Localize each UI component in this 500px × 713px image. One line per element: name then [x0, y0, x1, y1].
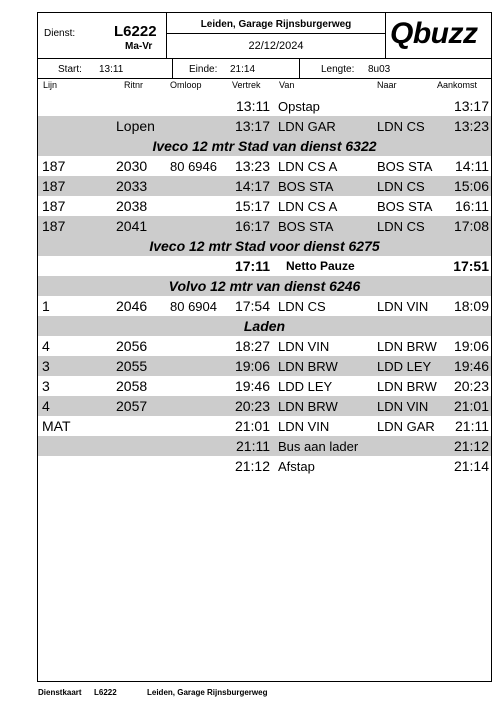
cell-aankomst: 16:11 — [455, 198, 489, 214]
dienst-label: Dienst: — [44, 28, 76, 39]
cell-aankomst: 14:11 — [455, 158, 489, 174]
cell-omloop: 80 6946 — [170, 159, 217, 174]
cell-lijn — [42, 456, 102, 476]
section-header — [38, 316, 491, 336]
col-naar: Naar — [377, 80, 397, 90]
cell-ritnr: 2058 — [116, 378, 148, 394]
cell-lijn: 4 — [42, 398, 50, 414]
cell-aankomst: 20:23 — [453, 378, 489, 394]
col-van: Van — [279, 80, 295, 90]
cell-ritnr: 2057 — [116, 398, 148, 414]
col-omloop: Omloop — [170, 80, 202, 90]
cell-van: BOS STA — [278, 179, 334, 194]
section-header — [38, 236, 491, 256]
dienstkaart-frame — [37, 12, 492, 682]
cell-lijn — [42, 96, 102, 116]
col-aankomst: Aankomst — [437, 80, 478, 90]
cell-vertrek: 19:06 — [234, 358, 270, 374]
cell-van: LDN CS A — [278, 199, 338, 214]
cell-van: Bus aan lader — [278, 439, 359, 454]
einde-label: Einde: — [189, 64, 218, 75]
cell-aankomst: 18:09 — [453, 298, 489, 314]
table-row — [38, 96, 491, 116]
bar-bottom-line — [38, 78, 491, 79]
cell-ritnr: 2038 — [116, 198, 148, 214]
cell-ritnr: 2033 — [116, 178, 148, 194]
cell-van: LDD LEY — [278, 379, 333, 394]
col-lijn: Lijn — [43, 80, 58, 90]
cell-ritnr: 2046 — [116, 298, 148, 314]
col-ritnr: Ritnr — [124, 80, 144, 90]
cell-van: LDN GAR — [278, 119, 336, 134]
cell-van: LDN CS — [278, 299, 326, 314]
cell-naar: LDN CS — [377, 179, 425, 194]
table-row — [38, 356, 491, 376]
cell-naar: LDN GAR — [377, 419, 435, 434]
cell-vertrek: 15:17 — [234, 198, 270, 214]
cell-aankomst: 17:51 — [453, 258, 489, 274]
section-header — [38, 276, 491, 296]
qbuzz-logo: Qbuzz — [390, 17, 478, 50]
cell-vertrek: 21:01 — [234, 418, 270, 434]
einde-value: 21:14 — [230, 64, 256, 75]
cell-aankomst: 19:06 — [453, 338, 489, 354]
dienst-days: Ma-Vr — [125, 41, 153, 52]
cell-aankomst: 15:06 — [453, 178, 489, 194]
bar-divider-2 — [299, 59, 300, 78]
section-title: Volvo 12 mtr van dienst 6246 — [168, 278, 361, 294]
cell-vertrek: 13:11 — [236, 98, 270, 114]
cell-van: Afstap — [278, 459, 315, 474]
table-row — [38, 116, 491, 136]
cell-naar: BOS STA — [377, 159, 433, 174]
cell-aankomst: 21:14 — [453, 458, 489, 474]
cell-van: Netto Pauze — [286, 259, 355, 273]
table-row — [38, 436, 491, 456]
footer-location: Leiden, Garage Rijnsburgerweg — [147, 688, 268, 697]
cell-van: LDN VIN — [278, 419, 330, 434]
cell-vertrek: 21:12 — [234, 458, 270, 474]
cell-ritnr: 2041 — [116, 218, 148, 234]
cell-ritnr: 2030 — [116, 158, 148, 174]
section-header — [38, 136, 491, 156]
dienst-code: L6222 — [114, 23, 157, 40]
cell-vertrek: 21:11 — [236, 438, 270, 454]
cell-ritnr: 2055 — [116, 358, 148, 374]
section-title: Laden — [243, 318, 286, 334]
cell-aankomst: 21:01 — [453, 398, 489, 414]
cell-aankomst: 13:17 — [453, 98, 489, 114]
cell-van: Opstap — [278, 99, 320, 114]
cell-vertrek: 16:17 — [234, 218, 270, 234]
cell-van: LDN BRW — [278, 359, 338, 374]
location-title: Leiden, Garage Rijnsburgerweg — [200, 19, 352, 30]
header-divider-2 — [385, 13, 386, 58]
cell-lijn: 1 — [42, 298, 50, 314]
header-bottom-line — [38, 58, 491, 59]
table-row — [38, 416, 491, 436]
pause-row — [38, 256, 491, 276]
cell-lijn: 187 — [42, 158, 66, 174]
cell-lijn: 3 — [42, 358, 50, 374]
start-value: 13:11 — [99, 64, 124, 75]
cell-naar: LDN CS — [377, 119, 425, 134]
cell-omloop: 80 6904 — [170, 299, 217, 314]
cell-naar: LDN VIN — [377, 399, 429, 414]
cell-naar: LDN BRW — [377, 379, 437, 394]
table-row — [38, 396, 491, 416]
cell-van: LDN BRW — [278, 399, 338, 414]
bar-divider-1 — [172, 59, 173, 78]
cell-naar: LDN VIN — [377, 299, 429, 314]
cell-vertrek: 13:17 — [234, 118, 270, 134]
cell-lijn: 187 — [42, 198, 66, 214]
cell-aankomst: 17:08 — [453, 218, 489, 234]
cell-aankomst: 21:11 — [455, 418, 489, 434]
cell-vertrek: 20:23 — [234, 398, 270, 414]
cell-vertrek: 14:17 — [234, 178, 270, 194]
table-row — [38, 336, 491, 356]
cell-aankomst: 21:12 — [453, 438, 489, 454]
cell-van: LDN CS A — [278, 159, 338, 174]
cell-aankomst: 13:23 — [453, 118, 489, 134]
start-label: Start: — [58, 64, 82, 75]
date: 22/12/2024 — [248, 40, 304, 52]
cell-lijn — [42, 436, 102, 456]
cell-lijn: 187 — [42, 178, 66, 194]
table-row — [38, 176, 491, 196]
lengte-value: 8u03 — [368, 64, 391, 75]
cell-vertrek: 19:46 — [234, 378, 270, 394]
cell-ritnr: Lopen — [116, 118, 155, 134]
table-row — [38, 296, 491, 316]
cell-naar: LDN CS — [377, 219, 425, 234]
cell-van: LDN VIN — [278, 339, 330, 354]
cell-vertrek: 13:23 — [234, 158, 270, 174]
table-row — [38, 196, 491, 216]
cell-naar: BOS STA — [377, 199, 433, 214]
cell-ritnr: 2056 — [116, 338, 148, 354]
section-title: Iveco 12 mtr Stad van dienst 6322 — [152, 138, 377, 154]
header-divider-3 — [167, 33, 385, 34]
table-row — [38, 376, 491, 396]
schedule-rows — [38, 96, 491, 496]
cell-vertrek: 17:11 — [234, 258, 270, 274]
cell-lijn: 4 — [42, 338, 50, 354]
cell-vertrek: 17:54 — [234, 298, 270, 314]
cell-lijn: 3 — [42, 378, 50, 394]
footer-code: L6222 — [94, 688, 117, 697]
table-row — [38, 156, 491, 176]
cell-lijn — [42, 116, 102, 136]
footer-label: Dienstkaart — [38, 688, 82, 697]
table-row — [38, 456, 491, 476]
table-row — [38, 216, 491, 236]
cell-naar: LDD LEY — [377, 359, 432, 374]
section-title: Iveco 12 mtr Stad voor dienst 6275 — [149, 238, 380, 254]
cell-vertrek: 18:27 — [234, 338, 270, 354]
col-vertrek: Vertrek — [232, 80, 261, 90]
cell-lijn: 187 — [42, 218, 66, 234]
lengte-label: Lengte: — [321, 64, 355, 75]
cell-aankomst: 19:46 — [453, 358, 489, 374]
cell-van: BOS STA — [278, 219, 334, 234]
cell-naar: LDN BRW — [377, 339, 437, 354]
cell-lijn: MAT — [42, 418, 71, 434]
